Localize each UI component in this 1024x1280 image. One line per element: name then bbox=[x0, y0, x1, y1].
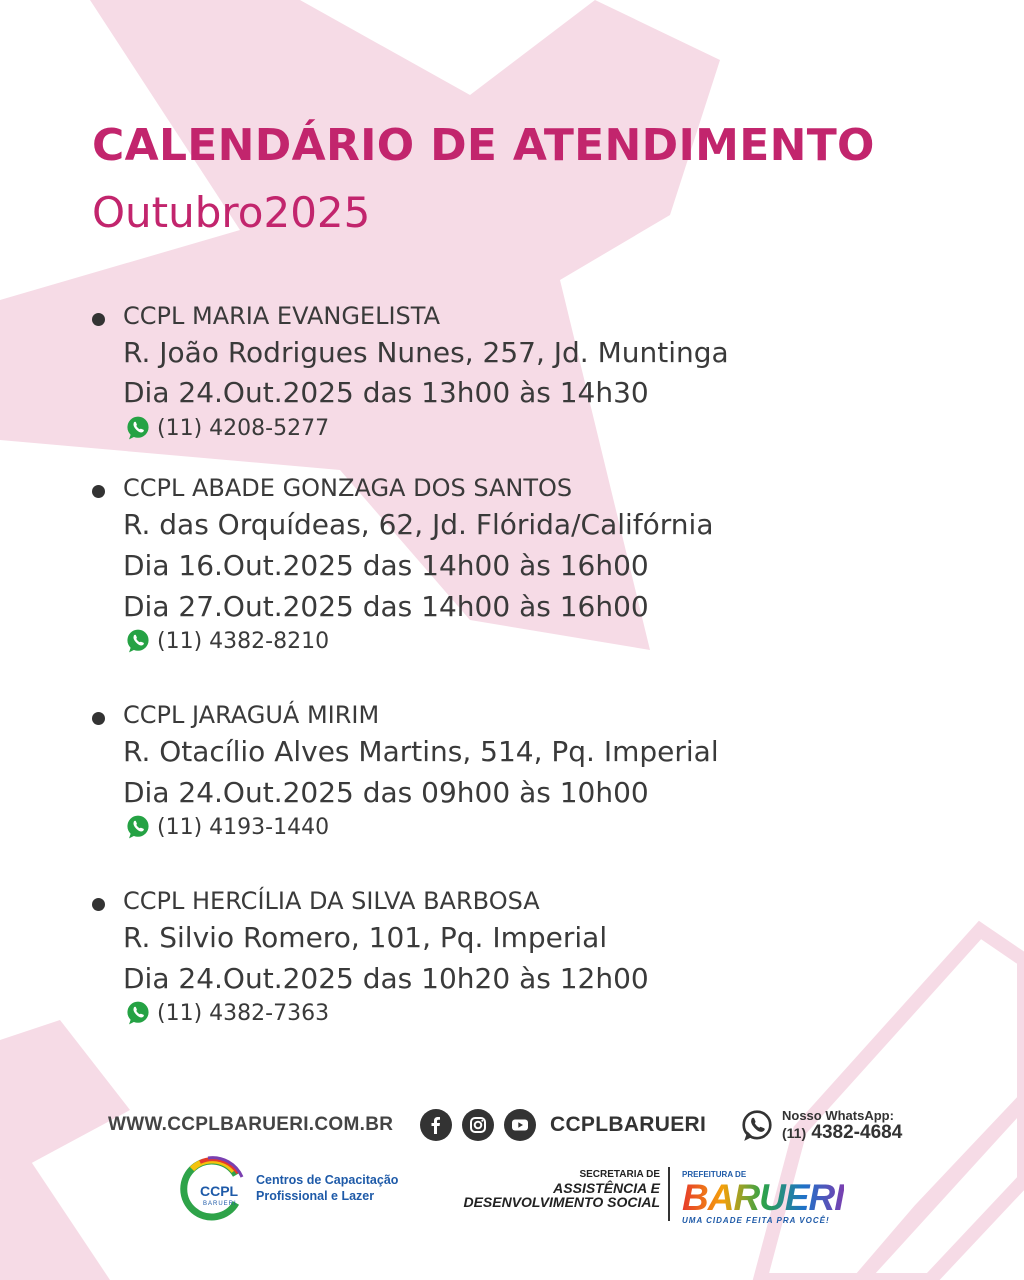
prefeitura-logo: PREFEITURA DE BARUERI UMA CIDADE FEITA PRA VOCÊ! bbox=[682, 1170, 844, 1225]
location-name: CCPL ABADE GONZAGA DOS SANTOS bbox=[123, 474, 573, 502]
instagram-icon[interactable] bbox=[462, 1109, 494, 1141]
schedule-date: Dia 27.Out.2025 das 14h00 às 16h00 bbox=[123, 590, 649, 623]
whatsapp-number: (11) 4382-4684 bbox=[782, 1121, 903, 1143]
page-subtitle: Outubro2025 bbox=[92, 188, 371, 237]
location-name: CCPL HERCÍLIA DA SILVA BARBOSA bbox=[123, 887, 540, 915]
schedule-date: Dia 16.Out.2025 das 14h00 às 16h00 bbox=[123, 549, 649, 582]
ccpl-logo bbox=[178, 1153, 398, 1223]
ccpl-logo-mark bbox=[178, 1153, 248, 1223]
whatsapp-icon bbox=[740, 1109, 774, 1143]
phone-contact[interactable] bbox=[125, 1000, 329, 1026]
bullet-icon bbox=[92, 712, 105, 725]
whatsapp-icon bbox=[125, 1000, 151, 1026]
svg-text:BARUERI: BARUERI bbox=[203, 1201, 237, 1207]
facebook-icon[interactable] bbox=[420, 1109, 452, 1141]
ccpl-tagline-line2: Profissional e Lazer bbox=[256, 1189, 375, 1203]
bullet-icon bbox=[92, 485, 105, 498]
bullet-icon bbox=[92, 313, 105, 326]
location-address: R. João Rodrigues Nunes, 257, Jd. Muntinga bbox=[123, 336, 729, 369]
schedule-date: Dia 24.Out.2025 das 09h00 às 10h00 bbox=[123, 776, 649, 809]
phone-contact[interactable] bbox=[125, 814, 329, 840]
page-title: CALENDÁRIO DE ATENDIMENTO bbox=[92, 120, 875, 171]
bullet-icon bbox=[92, 898, 105, 911]
svg-text:CCPL: CCPL bbox=[200, 1183, 239, 1199]
location-address: R. Otacílio Alves Martins, 514, Pq. Imperial bbox=[123, 735, 719, 768]
phone-number: (11) 4382-7363 bbox=[157, 1000, 330, 1026]
whatsapp-icon bbox=[125, 814, 151, 840]
location-address: R. Silvio Romero, 101, Pq. Imperial bbox=[123, 921, 608, 954]
social-links bbox=[420, 1105, 706, 1145]
ccpl-tagline-line1: Centros de Capacitação bbox=[256, 1172, 399, 1187]
website-link[interactable]: WWW.CCPLBARUERI.COM.BR bbox=[108, 1114, 394, 1135]
whatsapp-label: Nosso WhatsApp: bbox=[782, 1108, 894, 1124]
whatsapp-icon bbox=[125, 415, 151, 441]
logo-divider bbox=[668, 1167, 670, 1221]
whatsapp-contact[interactable] bbox=[740, 1104, 902, 1148]
phone-number: (11) 4193-1440 bbox=[157, 814, 330, 840]
location-name: CCPL JARAGUÁ MIRIM bbox=[123, 701, 380, 729]
location-name: CCPL MARIA EVANGELISTA bbox=[123, 302, 440, 330]
location-address: R. das Orquídeas, 62, Jd. Flórida/Califórnia bbox=[123, 508, 714, 541]
phone-contact[interactable] bbox=[125, 415, 329, 441]
youtube-icon[interactable] bbox=[504, 1109, 536, 1141]
social-handle[interactable]: CCPLBARUERI bbox=[550, 1113, 707, 1136]
secretaria-logo: SECRETARIA DE ASSISTÊNCIA E DESENVOLVIMENTO SOCIAL bbox=[463, 1169, 660, 1211]
whatsapp-icon bbox=[125, 628, 151, 654]
schedule-date: Dia 24.Out.2025 das 10h20 às 12h00 bbox=[123, 962, 649, 995]
phone-number: (11) 4382-8210 bbox=[157, 628, 330, 654]
phone-number: (11) 4208-5277 bbox=[157, 415, 330, 441]
phone-contact[interactable] bbox=[125, 628, 329, 654]
schedule-date: Dia 24.Out.2025 das 13h00 às 14h30 bbox=[123, 376, 649, 409]
